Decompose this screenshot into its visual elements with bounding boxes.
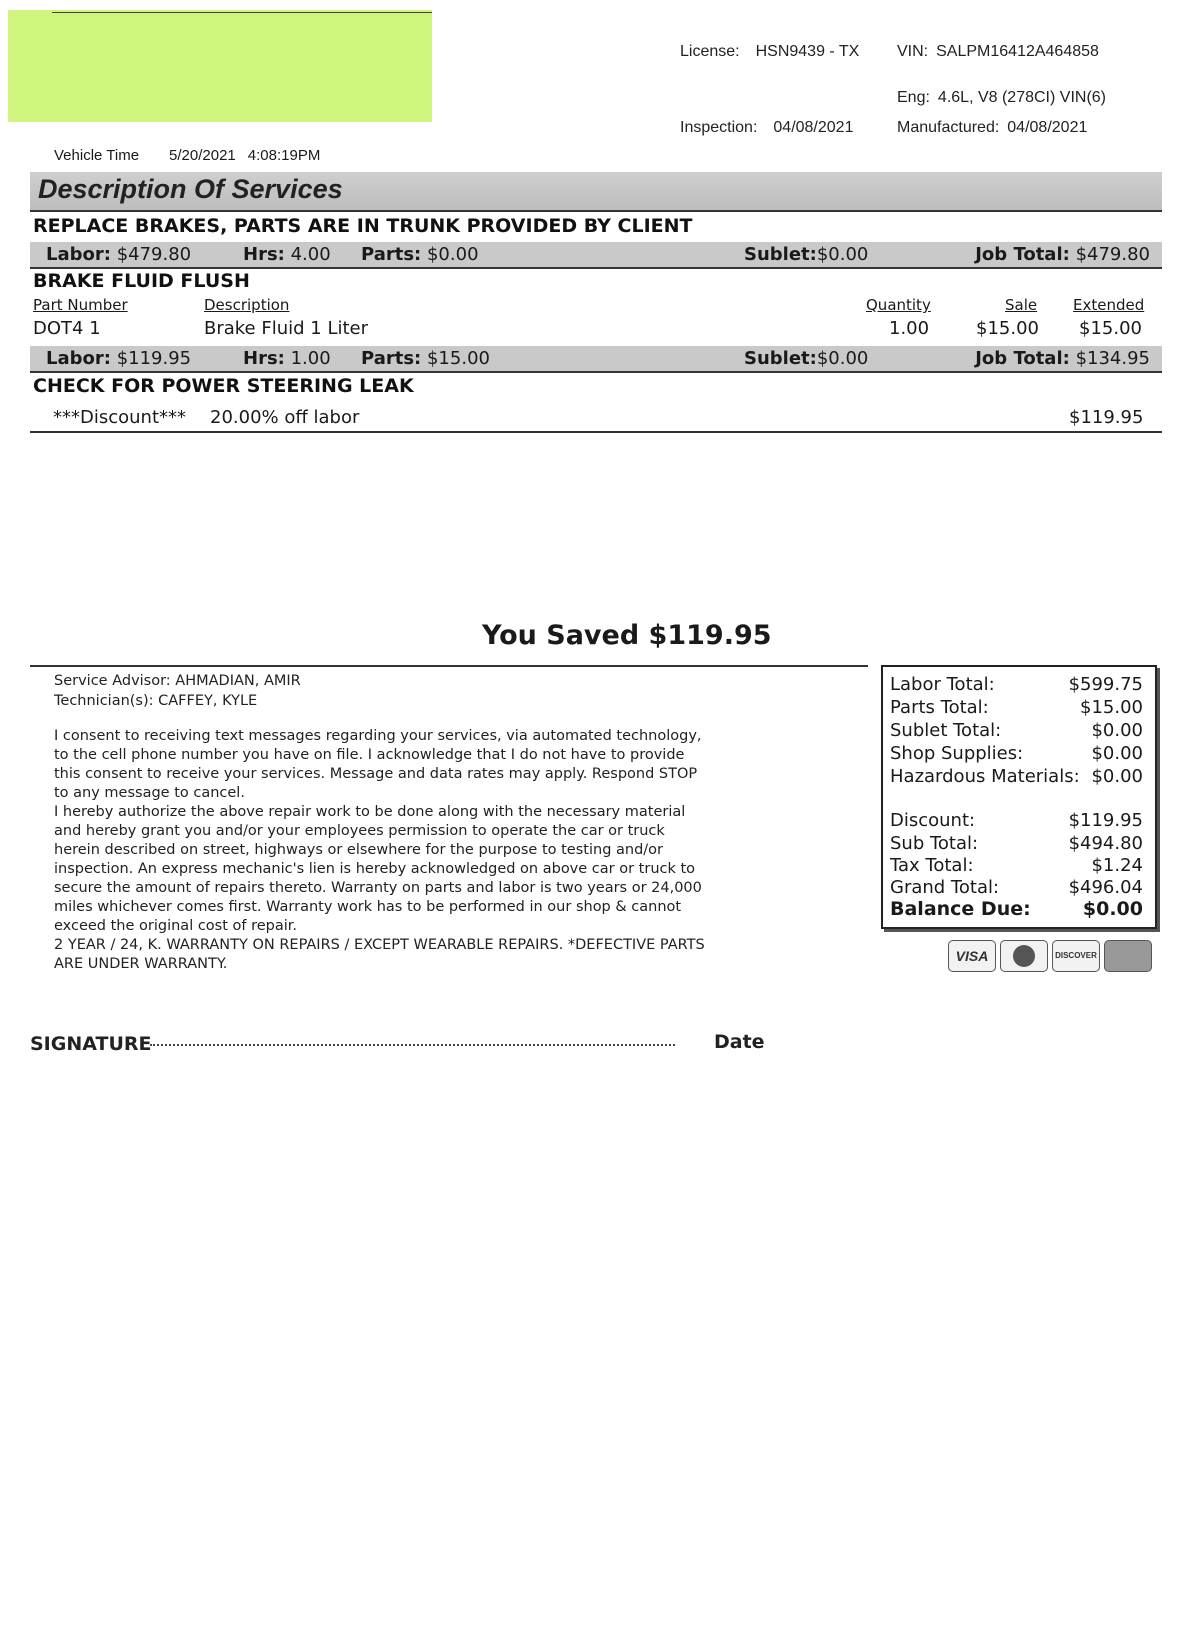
col-description: Description (204, 296, 290, 314)
totals-box (881, 665, 1157, 929)
inspection-label: Inspection: (680, 119, 758, 136)
vin-info (897, 43, 1099, 61)
labor-total-row: Labor Total: $599.75 (890, 674, 1143, 695)
vehicle-time-date: 5/20/2021 (169, 147, 236, 164)
col-extended: Extended (1073, 296, 1145, 314)
services-banner (30, 172, 1162, 212)
job-2-total: Job Total: $134.95 (975, 348, 1150, 369)
job-2-summary (30, 346, 1162, 373)
col-quantity: Quantity (866, 296, 931, 314)
engine-info (897, 89, 1106, 107)
job-1-total: Job Total: $479.80 (975, 244, 1150, 265)
vehicle-time-clock: 4:08:19PM (247, 147, 321, 164)
job-2-hrs: Hrs: 1.00 (243, 348, 331, 369)
line-description: Brake Fluid 1 Liter (204, 318, 369, 339)
date-label: Date (714, 1031, 765, 1053)
hazardous-materials-row: Hazardous Materials: $0.00 (890, 766, 1143, 787)
payment-cards (948, 940, 1156, 972)
tax-total-row: Tax Total: $1.24 (890, 855, 1143, 876)
saved-rule (30, 665, 868, 667)
warranty-paragraph: 2 YEAR / 24, K. WARRANTY ON REPAIRS / EXCEPT WEARABLE REPAIRS. *DEFECTIVE PARTS ARE UNDER WARRANTY. (54, 937, 705, 972)
col-part-number: Part Number (33, 296, 128, 314)
job-2-parts: Parts: $15.00 (361, 348, 490, 369)
inspection-value: 04/08/2021 (773, 119, 854, 136)
discount-row: Discount: $119.95 (890, 810, 1143, 831)
engine-value: 4.6L, V8 (278CI) VIN(6) (937, 89, 1106, 106)
discount-amount: $119.95 (1069, 407, 1144, 428)
job-1-title: REPLACE BRAKES, PARTS ARE IN TRUNK PROVIDED BY CLIENT (33, 215, 693, 237)
balance-due-row: Balance Due: $0.00 (890, 898, 1143, 920)
discount-description: 20.00% off labor (210, 407, 360, 428)
line-extended: $15.00 (1079, 318, 1142, 339)
vehicle-time (54, 147, 320, 164)
job-1-labor: Labor: $479.80 (46, 244, 192, 265)
consent-paragraph: I consent to receiving text messages regarding your services, via automated technology, to the cell phone number you have on file. I acknowledge that I do not have to provide this consent to receive your services. Message and data rates may apply. Respond STOP to any message to cancel. (54, 728, 702, 801)
mastercard-card-icon (1000, 940, 1048, 972)
job-2-title: BRAKE FLUID FLUSH (33, 270, 250, 292)
subtotal-row: Sub Total: $494.80 (890, 833, 1143, 854)
license-value: HSN9439 - TX (755, 43, 860, 60)
discount-label: ***Discount*** (53, 407, 187, 428)
col-sale: Sale (1005, 296, 1038, 314)
manufactured-info (897, 119, 1087, 137)
license-label: License: (680, 43, 740, 60)
top-rule (52, 12, 432, 13)
job-1-hrs: Hrs: 4.00 (243, 244, 331, 265)
sublet-total-row: Sublet Total: $0.00 (890, 720, 1143, 741)
you-saved: You Saved $119.95 (482, 620, 772, 651)
job-1-parts: Parts: $0.00 (361, 244, 479, 265)
vehicle-time-label: Vehicle Time (54, 147, 140, 164)
vin-value: SALPM16412A464858 (936, 43, 1099, 60)
job-2-sublet: Sublet:$0.00 (744, 348, 869, 369)
signature-label: SIGNATURE (30, 1033, 152, 1055)
job-2-labor: Labor: $119.95 (46, 348, 192, 369)
terms-text (54, 727, 714, 974)
engine-label: Eng: (897, 89, 930, 106)
amex-card-icon (1104, 940, 1152, 972)
vin-label: VIN: (897, 43, 929, 60)
signature-line (150, 1044, 675, 1046)
shop-supplies-row: Shop Supplies: $0.00 (890, 743, 1143, 764)
job-1-summary (30, 242, 1162, 269)
services-title: Description Of Services (38, 174, 343, 204)
manufactured-label: Manufactured: (897, 119, 1000, 136)
manufactured-value: 04/08/2021 (1007, 119, 1088, 136)
services-bottom-rule (30, 431, 1162, 433)
line-quantity: 1.00 (889, 318, 930, 339)
grand-total-row: Grand Total: $496.04 (890, 877, 1143, 898)
sticky-note (8, 10, 432, 122)
job-1-sublet: Sublet:$0.00 (744, 244, 869, 265)
license-info (680, 43, 859, 61)
technician: Technician(s): CAFFEY, KYLE (54, 693, 258, 709)
inspection-info (680, 119, 853, 137)
authorization-paragraph: I hereby authorize the above repair work to be done along with the necessary material and hereby grant you and/or your employees permission to operate the car or truck herein described on street, highways or elsewhere for the purpose to testing and/or inspection. An express mechanic's lien is hereby acknowledged on above car or truck to secure the amount of repairs thereto. Warranty on parts and labor is two years or 24,000 miles whichever comes first. Warranty work has to be performed in our shop & cannot exceed the original cost of repair. (54, 804, 702, 934)
line-sale: $15.00 (976, 318, 1039, 339)
discover-card-icon: DISCOVER (1052, 940, 1100, 972)
parts-total-row: Parts Total: $15.00 (890, 697, 1143, 718)
visa-card-icon: VISA (948, 940, 996, 972)
line-part-number: DOT4 1 (33, 318, 101, 339)
job-3-title: CHECK FOR POWER STEERING LEAK (33, 375, 414, 397)
service-advisor: Service Advisor: AHMADIAN, AMIR (54, 673, 301, 689)
